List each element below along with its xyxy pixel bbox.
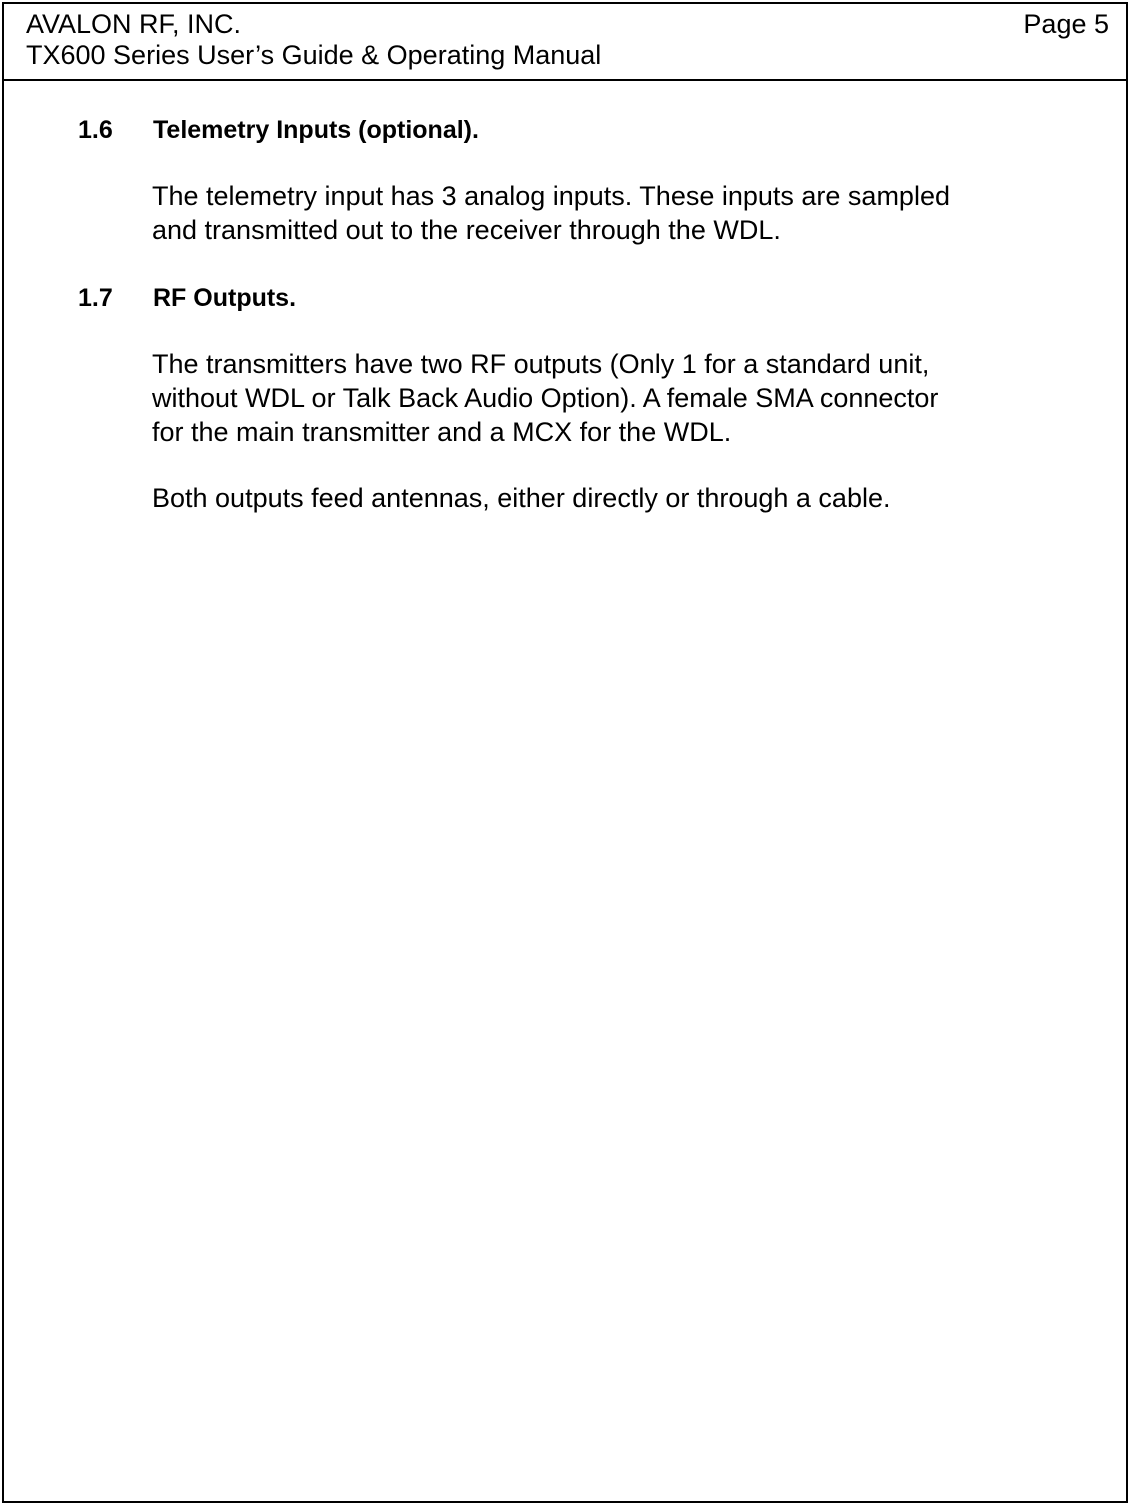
page-number: Page 5 — [1023, 9, 1109, 39]
paragraph-rf-outputs — [152, 347, 1052, 449]
section-heading-1-7 — [78, 283, 296, 313]
section-title: Telemetry Inputs (optional). — [153, 116, 479, 144]
company-name: AVALON RF, INC. — [26, 9, 242, 39]
paragraph-telemetry — [152, 179, 1052, 247]
paragraph-line: and transmitted out to the receiver through the WDL. — [152, 215, 781, 245]
paragraph-line: Both outputs feed antennas, either directly or through a cable. — [152, 483, 891, 513]
paragraph-antennas — [152, 481, 1052, 515]
paragraph-line: The transmitters have two RF outputs (Only 1 for a standard unit, — [152, 349, 930, 379]
section-title: RF Outputs. — [153, 284, 297, 312]
page-header — [4, 4, 1126, 81]
paragraph-line: for the main transmitter and a MCX for the WDL. — [152, 417, 732, 447]
paragraph-line: The telemetry input has 3 analog inputs. These inputs are sampled — [152, 181, 950, 211]
paragraph-line: without WDL or Talk Back Audio Option). A female SMA connector — [152, 383, 939, 413]
manual-title: TX600 Series User’s Guide & Operating Manual — [26, 40, 602, 70]
section-number: 1.6 — [78, 116, 113, 144]
section-heading-1-6 — [78, 115, 479, 145]
section-number: 1.7 — [78, 284, 113, 312]
